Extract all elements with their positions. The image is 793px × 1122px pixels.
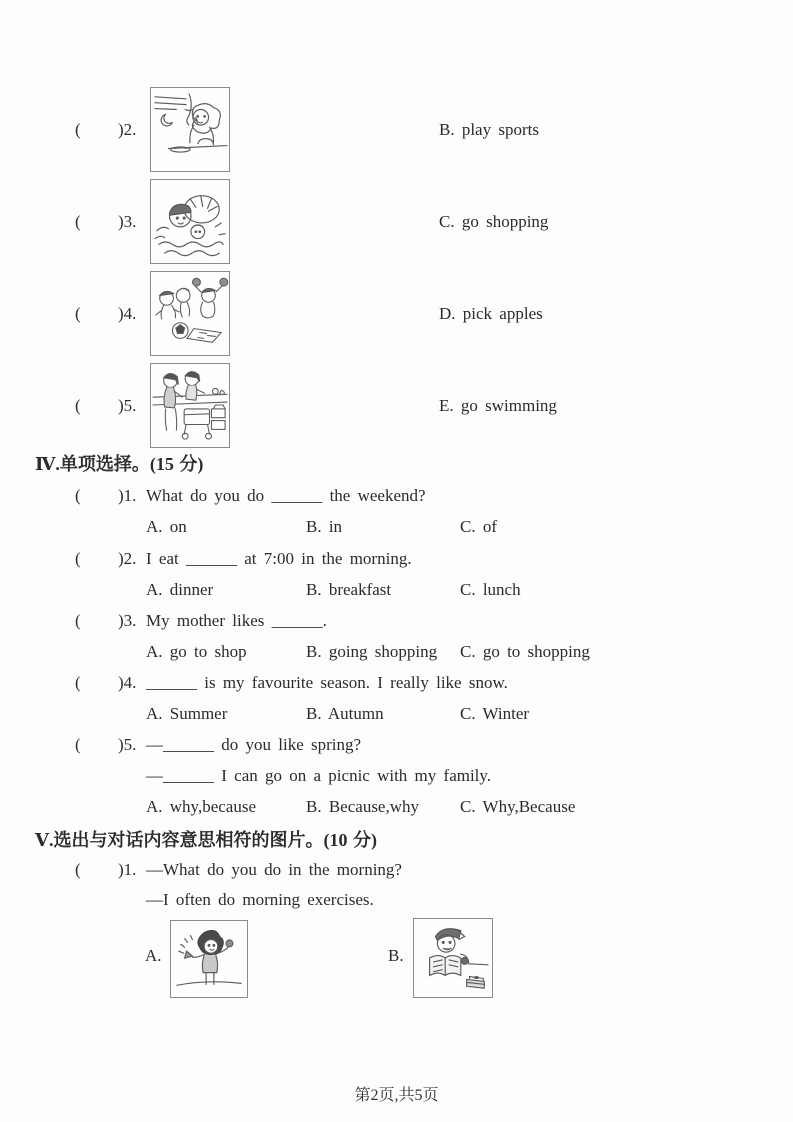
matching-option-d: D. pick apples (439, 304, 543, 323)
section-iv-title: Ⅳ.单项选择。(15 分) (35, 454, 204, 474)
option-c: C. Winter (460, 704, 530, 723)
matching-option-c: C. go shopping (439, 212, 549, 231)
option-b: B. in (306, 517, 343, 536)
children-playing-football-image (150, 271, 230, 356)
matching-item-5 (0, 362, 793, 450)
boy-reading-book-image (413, 918, 493, 998)
answer-bracket: ( (75, 212, 81, 231)
iv-q2 (0, 547, 793, 571)
option-c: C. Why,Because (460, 797, 576, 816)
iv-q5-options (0, 795, 793, 819)
women-shopping-image (150, 363, 230, 448)
answer-bracket: ( (75, 304, 81, 323)
answer-bracket: ( (75, 611, 81, 630)
dialogue-line-2: —I often do morning exercises. (146, 890, 374, 909)
option-b: B. Autumn (306, 704, 384, 723)
answer-bracket: ( (75, 549, 81, 568)
matching-option-b: B. play sports (439, 120, 539, 139)
option-c: C. lunch (460, 580, 521, 599)
question-number: )4. (118, 673, 137, 692)
choice-a-label: A. (145, 946, 162, 965)
option-b: B. Because,why (306, 797, 420, 816)
option-b: B. breakfast (306, 580, 392, 599)
dialogue-line-1: —What do you do in the morning? (146, 860, 402, 879)
item-number: )2. (118, 120, 137, 139)
question-number: )3. (118, 611, 137, 630)
iv-q3 (0, 609, 793, 633)
option-a: A. dinner (146, 580, 214, 599)
children-swimming-image (150, 179, 230, 264)
option-a: A. why,because (146, 797, 256, 816)
option-b: B. going shopping (306, 642, 438, 661)
iv-q3-options (0, 640, 793, 664)
iv-q5 (0, 733, 793, 757)
question-number: )5. (118, 735, 137, 754)
option-a: A. on (146, 517, 187, 536)
question-number: )1. (118, 860, 137, 879)
iv-q4-options (0, 702, 793, 726)
page-number-footer: 第2页,共5页 (354, 1087, 439, 1104)
option-a: A. go to shop (146, 642, 247, 661)
question-number: )1. (118, 486, 137, 505)
answer-bracket: ( (75, 486, 81, 505)
answer-bracket: ( (75, 673, 81, 692)
v-q1 (0, 858, 793, 882)
section-v-title: Ⅴ.选出与对话内容意思相符的图片。(10 分) (35, 830, 377, 850)
question-text: —______ do you like spring? (146, 735, 362, 754)
iv-q2-options (0, 578, 793, 602)
question-text-continued: —______ I can go on a picnic with my family. (146, 766, 492, 785)
question-text: ______ is my favourite season. I really like snow. (146, 673, 508, 692)
answer-bracket: ( (75, 120, 81, 139)
matching-item-2 (0, 86, 793, 174)
question-text: My mother likes ______. (146, 611, 327, 630)
option-c: C. go to shopping (460, 642, 590, 661)
matching-option-e: E. go swimming (439, 396, 557, 415)
choice-b-label: B. (388, 946, 404, 965)
girl-eating-breakfast-image (150, 87, 230, 172)
matching-item-4 (0, 270, 793, 358)
item-number: )3. (118, 212, 137, 231)
option-c: C. of (460, 517, 497, 536)
item-number: )5. (118, 396, 137, 415)
answer-bracket: ( (75, 735, 81, 754)
question-text: I eat ______ at 7:00 in the morning. (146, 549, 412, 568)
iv-q1 (0, 484, 793, 508)
iv-q4 (0, 671, 793, 695)
answer-bracket: ( (75, 860, 81, 879)
question-text: What do you do ______ the weekend? (146, 486, 426, 505)
option-a: A. Summer (146, 704, 228, 723)
question-number: )2. (118, 549, 137, 568)
item-number: )4. (118, 304, 137, 323)
iv-q1-options (0, 515, 793, 539)
matching-item-3 (0, 178, 793, 266)
boy-doing-morning-exercises-image (170, 920, 248, 998)
answer-bracket: ( (75, 396, 81, 415)
v-q1-line2 (0, 888, 793, 912)
iv-q5-line2 (0, 764, 793, 788)
